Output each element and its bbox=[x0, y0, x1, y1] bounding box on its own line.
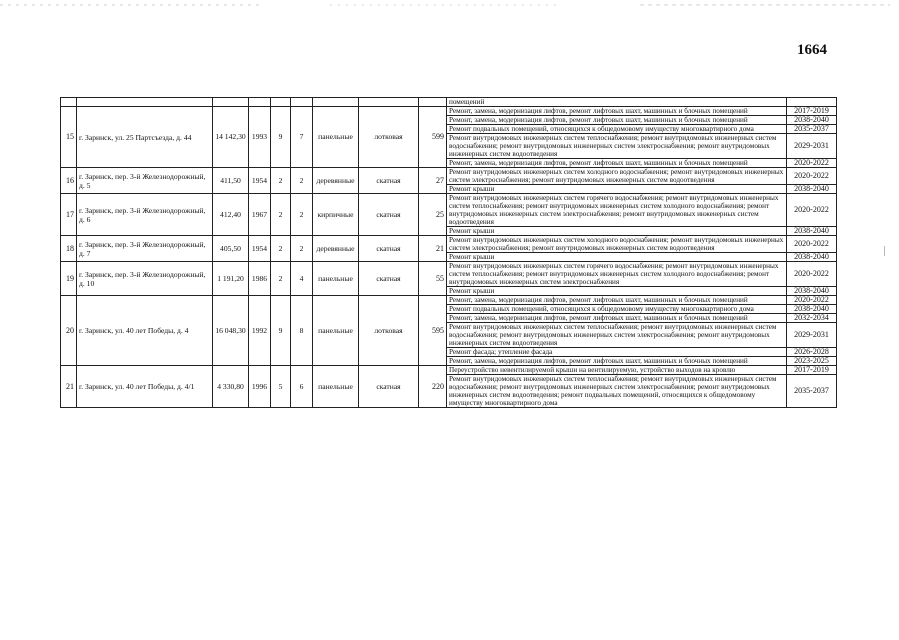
roof-type: скатная bbox=[359, 366, 419, 408]
table-row bbox=[61, 296, 837, 305]
house-address: г. Заринск, ул. 25 Партсъезда, д. 44 bbox=[77, 107, 213, 168]
work-description: Ремонт внутридомовых инженерных систем холодного водоснабжения; ремонт внутридомовых инженерных систем электроснабжения; ремонт внутридомовых инженерных систем водоотведения bbox=[447, 236, 787, 253]
work-period: 2020-2022 bbox=[787, 168, 837, 185]
table-row bbox=[61, 194, 837, 227]
entrances-count: 4 bbox=[291, 262, 313, 296]
work-description: Ремонт крыши bbox=[447, 253, 787, 262]
work-period: 2020-2022 bbox=[787, 159, 837, 168]
floors-count: 9 bbox=[271, 107, 291, 168]
page-number: 1664 bbox=[797, 42, 827, 58]
work-period: 2038-2040 bbox=[787, 253, 837, 262]
table-body bbox=[61, 98, 837, 408]
construction-year: 1954 bbox=[249, 236, 271, 262]
work-description: Ремонт внутридомовых инженерных систем холодного водоснабжения; ремонт внутридомовых инженерных систем электроснабжения; ремонт внутридомовых инженерных систем водоотведения bbox=[447, 168, 787, 185]
work-description: Ремонт подвальных помещений, относящихся к общедомовому имуществу многоквартирного дома bbox=[447, 305, 787, 314]
work-description: Ремонт крыши bbox=[447, 287, 787, 296]
work-period: 2020-2022 bbox=[787, 296, 837, 305]
roof-type: скатная bbox=[359, 236, 419, 262]
residents-count: 21 bbox=[419, 236, 447, 262]
row-number: 17 bbox=[61, 194, 77, 236]
row-number: 21 bbox=[61, 366, 77, 408]
work-description: Ремонт внутридомовых инженерных систем горячего водоснабжения; ремонт внутридомовых инженерных систем теплоснабжения; ремонт внутридомовых инженерных систем холодного водоснабжения; ремонт внутридомовых инженерных систем электроснабжения bbox=[447, 262, 787, 287]
entrances-count: 2 bbox=[291, 194, 313, 236]
work-description: помещений bbox=[447, 98, 787, 107]
wall-material: деревянные bbox=[313, 236, 359, 262]
entrances-count: 2 bbox=[291, 236, 313, 262]
empty-cell bbox=[419, 98, 447, 107]
entrances-count: 2 bbox=[291, 168, 313, 194]
entrances-count: 6 bbox=[291, 366, 313, 408]
empty-cell bbox=[271, 98, 291, 107]
work-description: Ремонт, замена, модернизация лифтов, ремонт лифтовых шахт, машинных и блочных помещений bbox=[447, 296, 787, 305]
floors-count: 2 bbox=[271, 236, 291, 262]
roof-type: скатная bbox=[359, 168, 419, 194]
residents-count: 220 bbox=[419, 366, 447, 408]
work-description: Ремонт внутридомовых инженерных систем теплоснабжения; ремонт внутридомовых инженерных систем водоснабжения; ремонт внутридомовых инженерных систем электроснабжения; ремонт внутридомовых инженерных систем водоотведения bbox=[447, 323, 787, 348]
wall-material: кирпичные bbox=[313, 194, 359, 236]
entrances-count: 8 bbox=[291, 296, 313, 366]
wall-material: панельные bbox=[313, 366, 359, 408]
entrances-count: 7 bbox=[291, 107, 313, 168]
work-period: 2020-2022 bbox=[787, 262, 837, 287]
row-number: 19 bbox=[61, 262, 77, 296]
work-description: Ремонт подвальных помещений, относящихся к общедомовому имуществу многоквартирного дома bbox=[447, 125, 787, 134]
work-description: Ремонт крыши bbox=[447, 185, 787, 194]
work-period: 2038-2040 bbox=[787, 305, 837, 314]
work-period: 2026-2028 bbox=[787, 348, 837, 357]
work-description: Ремонт, замена, модернизация лифтов, ремонт лифтовых шахт, машинных и блочных помещений bbox=[447, 314, 787, 323]
work-description: Ремонт, замена, модернизация лифтов, ремонт лифтовых шахт, машинных и блочных помещений bbox=[447, 357, 787, 366]
construction-year: 1986 bbox=[249, 262, 271, 296]
house-address: г. Заринск, пер. 3-й Железнодорожный, д. 5 bbox=[77, 168, 213, 194]
roof-type: лотковая bbox=[359, 296, 419, 366]
work-period: 2038-2040 bbox=[787, 185, 837, 194]
work-period: 2032-2034 bbox=[787, 314, 837, 323]
row-number: 18 bbox=[61, 236, 77, 262]
row-number: 16 bbox=[61, 168, 77, 194]
work-period: 2035-2037 bbox=[787, 125, 837, 134]
empty-cell bbox=[61, 98, 77, 107]
table-row-continuation bbox=[61, 98, 837, 107]
work-description: Ремонт фасада; утепление фасада bbox=[447, 348, 787, 357]
house-area: 4 330,80 bbox=[213, 366, 249, 408]
table-row bbox=[61, 366, 837, 375]
work-period: 2020-2022 bbox=[787, 236, 837, 253]
row-number: 15 bbox=[61, 107, 77, 168]
empty-cell bbox=[291, 98, 313, 107]
house-area: 412,40 bbox=[213, 194, 249, 236]
house-address: г. Заринск, пер. 3-й Железнодорожный, д. 6 bbox=[77, 194, 213, 236]
work-description: Переустройство невентилируемой крыши на вентилируемую, устройство выходов на кровлю bbox=[447, 366, 787, 375]
work-description: Ремонт крыши bbox=[447, 227, 787, 236]
table-row bbox=[61, 107, 837, 116]
work-description: Ремонт, замена, модернизация лифтов, ремонт лифтовых шахт, машинных и блочных помещений bbox=[447, 159, 787, 168]
house-address: г. Заринск, ул. 40 лет Победы, д. 4/1 bbox=[77, 366, 213, 408]
roof-type: скатная bbox=[359, 194, 419, 236]
house-address: г. Заринск, ул. 40 лет Победы, д. 4 bbox=[77, 296, 213, 366]
work-period: 2038-2040 bbox=[787, 227, 837, 236]
wall-material: деревянные bbox=[313, 168, 359, 194]
house-area: 14 142,30 bbox=[213, 107, 249, 168]
capital-repair-table bbox=[60, 97, 837, 408]
wall-material: панельные bbox=[313, 262, 359, 296]
work-description: Ремонт, замена, модернизация лифтов, ремонт лифтовых шахт, машинных и блочных помещений bbox=[447, 107, 787, 116]
work-period: 2035-2037 bbox=[787, 375, 837, 408]
house-area: 411,50 bbox=[213, 168, 249, 194]
work-period: 2023-2025 bbox=[787, 357, 837, 366]
work-period: 2038-2040 bbox=[787, 116, 837, 125]
empty-cell bbox=[77, 98, 213, 107]
house-area: 16 048,30 bbox=[213, 296, 249, 366]
table-row bbox=[61, 236, 837, 253]
residents-count: 599 bbox=[419, 107, 447, 168]
residents-count: 25 bbox=[419, 194, 447, 236]
work-description: Ремонт внутридомовых инженерных систем теплоснабжения; ремонт внутридомовых инженерных систем водоснабжения; ремонт внутридомовых инженерных систем электроснабжения; ремонт внутридомовых инженерных систем водоотведения; ремонт подвальных помещений, относящихся к общедомовому имуществу многоквартирного дома bbox=[447, 375, 787, 408]
house-area: 1 191,20 bbox=[213, 262, 249, 296]
empty-cell bbox=[787, 98, 837, 107]
empty-cell bbox=[213, 98, 249, 107]
table-row bbox=[61, 262, 837, 287]
empty-cell bbox=[313, 98, 359, 107]
work-period: 2017-2019 bbox=[787, 366, 837, 375]
construction-year: 1954 bbox=[249, 168, 271, 194]
work-description: Ремонт внутридомовых инженерных систем теплоснабжения; ремонт внутридомовых инженерных систем водоснабжения; ремонт внутридомовых инженерных систем электроснабжения; ремонт внутридомовых инженерных систем водоотведения bbox=[447, 134, 787, 159]
scan-edge-mark bbox=[884, 246, 885, 256]
scan-edge-marks bbox=[0, 4, 899, 6]
house-address: г. Заринск, пер. 3-й Железнодорожный, д. 10 bbox=[77, 262, 213, 296]
work-period: 2017-2019 bbox=[787, 107, 837, 116]
roof-type: скатная bbox=[359, 262, 419, 296]
work-description: Ремонт, замена, модернизация лифтов, ремонт лифтовых шахт, машинных и блочных помещений bbox=[447, 116, 787, 125]
work-period: 2029-2031 bbox=[787, 134, 837, 159]
residents-count: 55 bbox=[419, 262, 447, 296]
empty-cell bbox=[249, 98, 271, 107]
construction-year: 1967 bbox=[249, 194, 271, 236]
table-row bbox=[61, 168, 837, 185]
wall-material: панельные bbox=[313, 296, 359, 366]
work-period: 2038-2040 bbox=[787, 287, 837, 296]
floors-count: 2 bbox=[271, 168, 291, 194]
empty-cell bbox=[359, 98, 419, 107]
floors-count: 5 bbox=[271, 366, 291, 408]
work-period: 2020-2022 bbox=[787, 194, 837, 227]
construction-year: 1993 bbox=[249, 107, 271, 168]
house-area: 405,50 bbox=[213, 236, 249, 262]
floors-count: 2 bbox=[271, 194, 291, 236]
floors-count: 9 bbox=[271, 296, 291, 366]
roof-type: лотковая bbox=[359, 107, 419, 168]
construction-year: 1992 bbox=[249, 296, 271, 366]
row-number: 20 bbox=[61, 296, 77, 366]
work-period: 2029-2031 bbox=[787, 323, 837, 348]
construction-year: 1996 bbox=[249, 366, 271, 408]
residents-count: 27 bbox=[419, 168, 447, 194]
house-address: г. Заринск, пер. 3-й Железнодорожный, д. 7 bbox=[77, 236, 213, 262]
wall-material: панельные bbox=[313, 107, 359, 168]
residents-count: 595 bbox=[419, 296, 447, 366]
work-description: Ремонт внутридомовых инженерных систем горячего водоснабжения; ремонт внутридомовых инженерных систем теплоснабжения; ремонт внутридомовых инженерных систем холодного водоснабжения; ремонт внутридомовых инженерных систем электроснабжения; ремонт внутридомовых инженерных систем водоотведения bbox=[447, 194, 787, 227]
floors-count: 2 bbox=[271, 262, 291, 296]
